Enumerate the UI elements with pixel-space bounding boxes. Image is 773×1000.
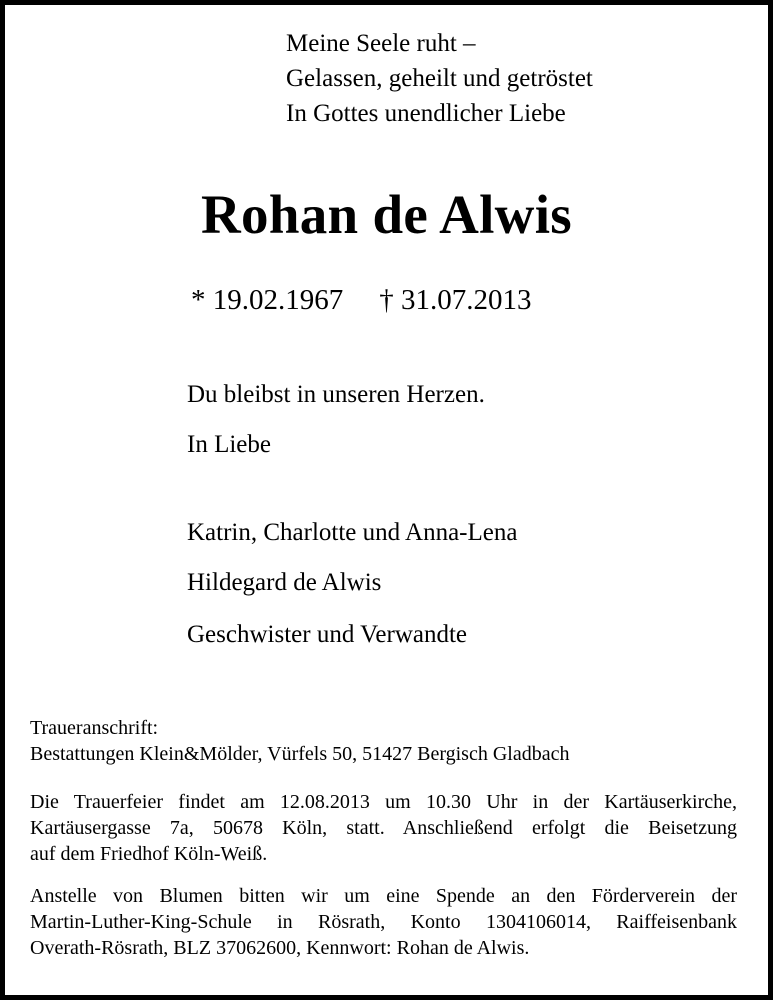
poem	[286, 26, 593, 131]
farewell-message: Du bleibst in unseren Herzen.	[187, 381, 485, 408]
donation-line: Overath-Rösrath, BLZ 37062600, Kennwort: Rohan de Alwis.	[30, 937, 530, 959]
life-dates	[191, 280, 532, 320]
mourner-relatives: Geschwister und Verwandte	[187, 621, 468, 648]
donation-notice	[30, 883, 737, 961]
mourner-family: Katrin, Charlotte und Anna-Lena	[187, 519, 518, 546]
donation-line: Anstelle von Blumen bitten wir um eine Spende an den Förderverein der	[30, 885, 737, 907]
address-text: Bestattungen Klein&Mölder, Vürfels 50, 51427 Bergisch Gladbach	[30, 743, 570, 765]
deceased-name: Rohan de Alwis	[201, 184, 572, 245]
mourner-mother: Hildegard de Alwis	[187, 569, 382, 596]
in-love-line: In Liebe	[187, 431, 271, 458]
poem-line: Gelassen, geheilt und getröstet	[286, 65, 593, 92]
ceremony-line: Die Trauerfeier findet am 12.08.2013 um 10.30 Uhr in der Kartäuserkirche,	[30, 791, 737, 813]
poem-line: In Gottes unendlicher Liebe	[286, 100, 566, 127]
address-label: Traueranschrift:	[30, 717, 159, 739]
birth-date: * 19.02.1967	[191, 284, 344, 316]
poem-line: Meine Seele ruht –	[286, 30, 476, 57]
death-date: † 31.07.2013	[379, 284, 532, 316]
ceremony-line: Kartäusergasse 7a, 50678 Köln, statt. Anschließend erfolgt die Beisetzung	[30, 817, 737, 839]
donation-line: Martin-Luther-King-Schule in Rösrath, Konto 1304106014, Raiffeisenbank	[30, 911, 737, 933]
ceremony-notice	[30, 789, 737, 867]
ceremony-line: auf dem Friedhof Köln-Weiß.	[30, 843, 268, 865]
